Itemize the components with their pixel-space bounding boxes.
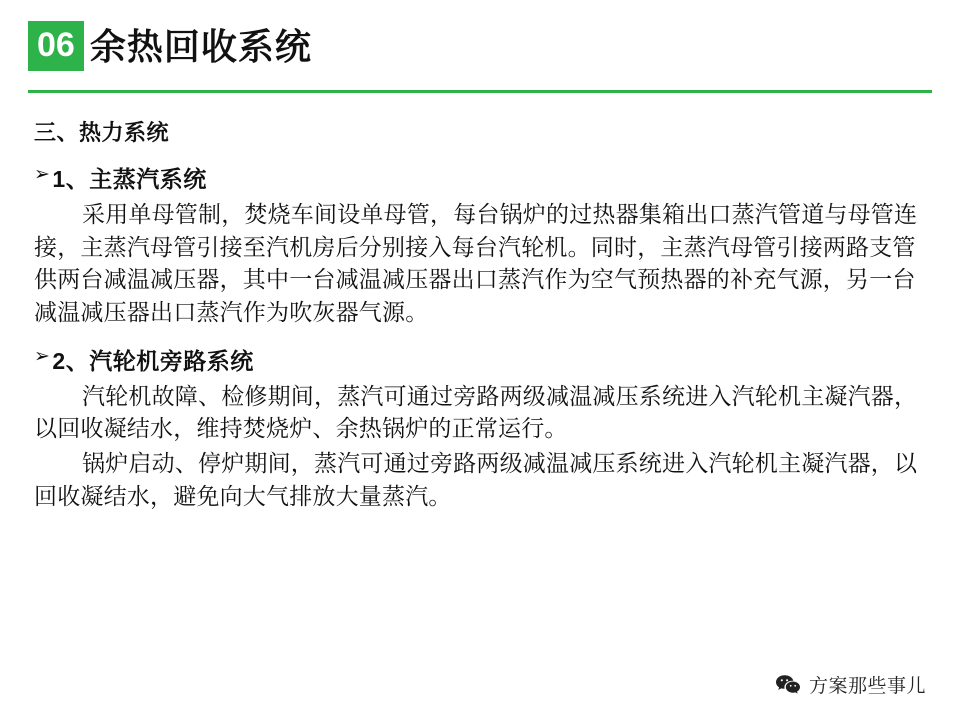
footer-watermark xyxy=(775,671,926,698)
subsection-heading-1 xyxy=(34,161,934,194)
slide-header xyxy=(0,0,960,92)
bullet-arrow-icon: ➢ xyxy=(34,164,51,185)
section-title: 三、热力系统 xyxy=(34,120,170,145)
footer-text: 方案那些事儿 xyxy=(808,676,926,697)
subsection-heading-2-label: 2、汽轮机旁路系统 xyxy=(52,347,254,374)
bullet-arrow-icon: ➢ xyxy=(34,345,51,367)
paragraph-2-2: 锅炉启动、停炉期间，蒸汽可通过旁路两级减温减压系统进入汽轮机主凝汽器，以回收凝结水，避免向大气排放大量蒸汽。 xyxy=(34,449,918,509)
paragraph-2-1: 汽轮机故障、检修期间，蒸汽可通过旁路两级减温减压系统进入汽轮机主凝汽器，以回收凝结水，维持焚烧炉、余热锅炉的正常运行。 xyxy=(34,382,918,442)
paragraph-1-1: 采用单母管制，焚烧车间设单母管，每台锅炉的过热器集箱出口蒸汽管道与母管连接，主蒸汽母管引接至汽机房后分别接入每台汽轮机。同时，主蒸汽母管引接两路支管供两台减温减压器，其中一台减温减压器出口蒸汽作为空气预热器的补充气源，另一台减温减压器出口蒸汽作为吹灰器气源。 xyxy=(34,201,918,325)
wechat-icon xyxy=(775,674,801,696)
section-number-badge: 06 xyxy=(28,21,84,71)
page-title: 余热回收系统 xyxy=(89,26,312,67)
header-divider xyxy=(28,90,932,93)
slide-content xyxy=(34,108,934,514)
subsection-heading-1-label: 1、主蒸汽系统 xyxy=(52,166,207,192)
subsection-heading-2 xyxy=(34,343,934,376)
